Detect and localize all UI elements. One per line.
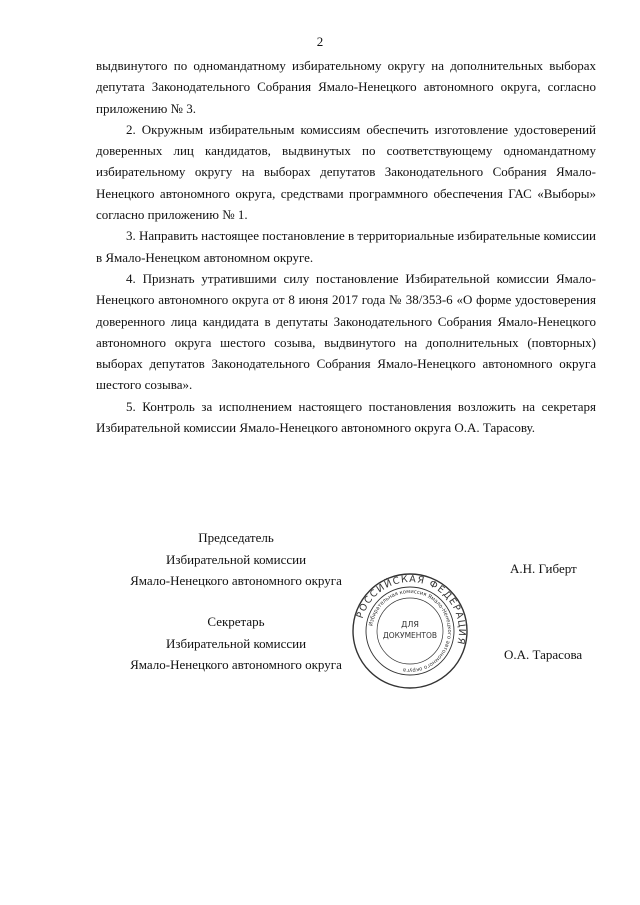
secretary-signature-block	[96, 611, 376, 676]
page-number: 2	[316, 34, 324, 49]
paragraph-5: 5. Контроль за исполнением настоящего постановления возложить на секретаря Избирательной комиссии Ямало-Ненецкого автономного округа О.А. Тарасову.	[96, 398, 596, 436]
document-body	[96, 55, 596, 438]
chair-name: А.Н. Гиберт	[510, 561, 577, 576]
stamp-outer-text: РОССИЙСКАЯ ФЕДЕРАЦИЯ	[354, 573, 468, 647]
paragraph-2: 2. Окружным избирательным комиссиям обеспечить изготовление удостоверений доверенных лиц кандидатов, выдвинутых по соответствующему одномандатному избирательному округу на выборах депутатов Законодательного Собрания Ямало-Ненецкого автономного округа, средствами программного обеспечения ГАС «Выборы» согласно приложению № 1.	[96, 121, 596, 223]
secretary-title-region: Ямало-Ненецкого автономного округа	[130, 657, 342, 672]
secretary-title: Секретарь	[207, 614, 265, 629]
secretary-name: О.А. Тарасова	[504, 647, 583, 662]
round-stamp-icon	[350, 571, 470, 691]
chair-title: Председатель	[198, 530, 274, 545]
paragraph-3: 3. Направить настоящее постановление в территориальные избирательные комиссии в Ямало-Ненецком автономном округе.	[96, 228, 596, 265]
paragraph-continuation: выдвинутого по одномандатному избирательному округу на дополнительных выборах депутата Законодательного Собрания Ямало-Ненецкого автономного округа, согласно приложению № 3.	[96, 58, 596, 116]
chair-title-org: Избирательной комиссии	[165, 551, 307, 567]
chair-signature-block	[96, 527, 376, 592]
stamp-inner-text: Избирательная комиссия Ямало-Ненецкого автономного округа	[368, 588, 453, 674]
paragraph-4: 4. Признать утратившими силу постановление Избирательной комиссии Ямало-Ненецкого автономного округа от 8 июня 2017 года № 38/353-6 «О форме удостоверения доверенного лица кандидата в депутаты Законодательного Собрания Ямало-Ненецкого автономного округа шестого созыва, выдвинутого на дополнительных (повторных) выборах депутатов Законодательного Собрания Ямало-Ненецкого автономного округа шестого созыва».	[96, 270, 596, 393]
stamp-center-line-2: ДОКУМЕНТОВ	[382, 631, 438, 640]
secretary-title-org: Избирательной комиссии	[165, 635, 307, 651]
chair-title-region: Ямало-Ненецкого автономного округа	[130, 573, 342, 588]
stamp-center-line-1: ДЛЯ	[401, 620, 419, 629]
